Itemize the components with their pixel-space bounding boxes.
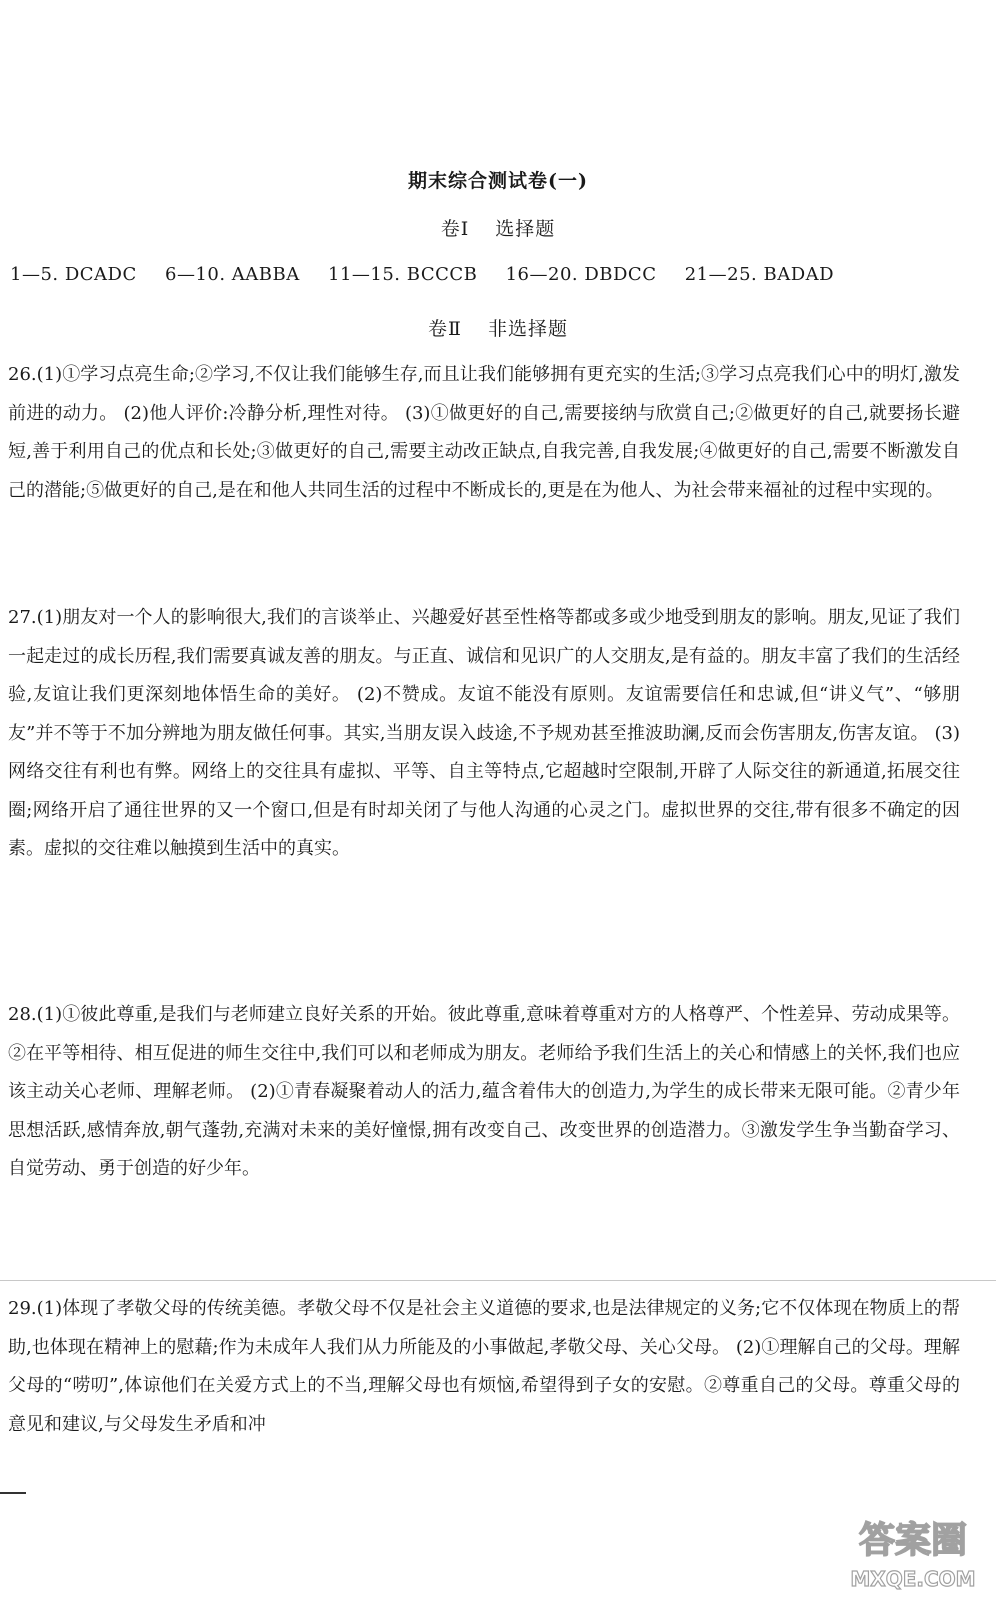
watermark-logo [838,1508,988,1594]
answer-27: 27.(1)朋友对一个人的影响很大,我们的言谈举止、兴趣爱好甚至性格等都或多或少地受到朋友的影响。朋友,见证了我们一起走过的成长历程,我们需要真诚友善的朋友。与正直、诚信和见识广的人交朋友,是有益的。朋友丰富了我们的生活经验,友谊让我们更深刻地体悟生命的美好。 (2)不赞成。友谊不能没有原则。友谊需要信任和忠诚,但“讲义气”、“够朋友”并不等于不加分辨地为朋友做任何事。其实,当朋友误入歧途,不予规劝甚至推波助澜,反而会伤害朋友,伤害友谊。 (3)网络交往有利也有弊。网络上的交往具有虚拟、平等、自主等特点,它超越时空限制,开辟了人际交往的新通道,拓展交往圈;网络开启了通往世界的又一个窗口,但是有时却关闭了与他人沟通的心灵之门。虚拟世界的交往,带有很多不确定的因素。虚拟的交往难以触摸到生活中的真实。 [8,607,960,859]
section-nonchoice-label: 卷Ⅱ [428,318,462,340]
answer-group: 21—25. BADAD [684,264,835,285]
answer-group: 11—15. BCCCB [328,264,478,285]
answer-group: 16—20. DBDCC [505,264,657,285]
answer-group: 1—5. DCADC [10,264,137,285]
answer-29: 29.(1)体现了孝敬父母的传统美德。孝敬父母不仅是社会主义道德的要求,也是法律规定的义务;它不仅体现在物质上的帮助,也体现在精神上的慰藉;作为未成年人我们从力所能及的小事做起,孝敬父母、关心父母。 (2)①理解自己的父母。理解父母的“唠叨”,体谅他们在关爱方式上的不当,理解父母也有烦恼,希望得到子女的安慰。②尊重自己的父母。尊重父母的意见和建议,与父母发生矛盾和冲 [8,1298,960,1435]
watermark-text: 答案圈 [858,1520,968,1561]
section-choice-heading [0,214,996,241]
page-divider [0,1280,996,1281]
section-nonchoice-heading [0,314,996,341]
answer-28: 28.(1)①彼此尊重,是我们与老师建立良好关系的开始。彼此尊重,意味着尊重对方的人格尊严、个性差异、劳动成果等。②在平等相待、相互促进的师生交往中,我们可以和老师成为朋友。老师给予我们生活上的关心和情感上的关怀,我们也应该主动关心老师、理解老师。 (2)①青春凝聚着动人的活力,蕴含着伟大的创造力,为学生的成长带来无限可能。②青少年思想活跃,感情奔放,朝气蓬勃,充满对未来的美好憧憬,拥有改变自己、改变世界的创造潜力。③激发学生争当勤奋学习、自觉劳动、勇于创造的好少年。 [8,1004,960,1179]
answer-26: 26.(1)①学习点亮生命;②学习,不仅让我们能够生存,而且让我们能够拥有更充实的生活;③学习点亮我们心中的明灯,激发前进的动力。 (2)他人评价:冷静分析,理性对待。 (3)①做更好的自己,需要接纳与欣赏自己;②做更好的自己,就要扬长避短,善于利用自己的优点和长处;③做更好的自己,需要主动改正缺点,自我完善,自我发展;④做更好的自己,需要不断激发自己的潜能;⑤做更好的自己,是在和他人共同生活的过程中不断成长的,更是在为他人、为社会带来福祉的过程中实现的。 [8,364,960,501]
page-title: 期末综合测试卷(一) [408,170,588,192]
watermark-url: MXQE.COM [850,1567,976,1591]
answer-group: 6—10. AABBA [165,264,300,285]
section-choice-label: 卷Ⅰ [440,218,470,240]
margin-mark [0,1492,26,1494]
section-nonchoice-name: 非选择题 [487,318,568,340]
section-choice-name: 选择题 [495,218,556,240]
choice-answers [10,264,970,285]
